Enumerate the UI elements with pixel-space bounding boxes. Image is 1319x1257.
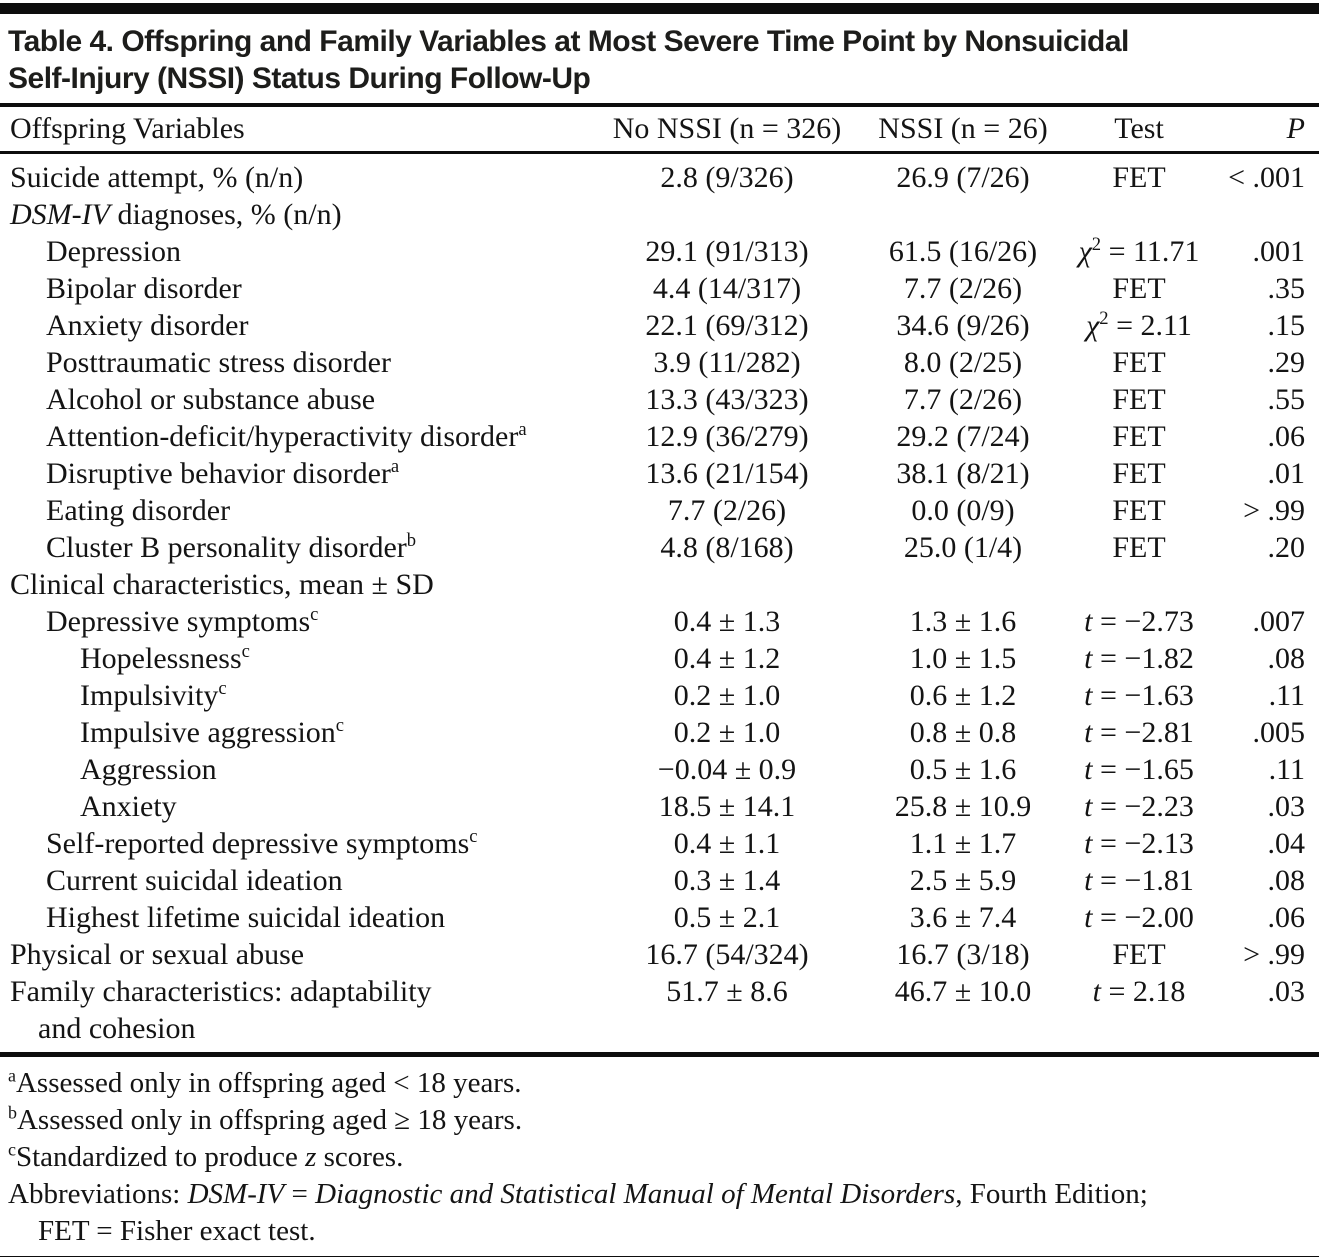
table-row [0,344,1319,381]
row-label: Alcohol or substance abuse [46,383,376,416]
table-row [0,529,1319,566]
table-row [0,714,1319,751]
cell-no-nssi: 0.3 ± 1.4 [673,864,781,897]
cell-p-value: .35 [1267,272,1305,305]
cell-nssi: 38.1 (8/21) [896,457,1030,490]
cell-test: t = −2.13 [1084,827,1194,860]
table-row [0,640,1319,677]
cell-p-value: .001 [1252,235,1305,268]
cell-p-value: .11 [1268,753,1305,786]
table-row [0,899,1319,936]
cell-test: t = 2.18 [1092,975,1186,1008]
cell-no-nssi: 12.9 (36/279) [645,420,809,453]
cell-nssi: 8.0 (2/25) [903,346,1023,379]
cell-test: t = −2.00 [1084,901,1194,934]
cell-test: $\chi^2 = 11.71$ [1078,234,1200,268]
row-label: Physical or sexual abuse [10,938,305,971]
footnote-line: $^c$Standardized to produce z scores. [8,1139,404,1173]
cell-no-nssi: 0.4 ± 1.1 [673,827,781,860]
cell-test: FET [1112,383,1166,416]
row-label-continuation: and cohesion [38,1012,196,1045]
table-row [0,455,1319,492]
table-row [0,973,1319,1047]
col-header-test: Test [1114,112,1164,145]
cell-test: $\chi^2 = 2.11$ [1086,308,1192,342]
cell-p-value: .08 [1267,642,1305,675]
cell-p-value: .06 [1267,901,1305,934]
cell-test: t = −2.23 [1084,790,1194,823]
cell-no-nssi: 51.7 ± 8.6 [666,975,788,1008]
table-title-line-2: Self-Injury (NSSI) Status During Follow-Up [8,62,591,95]
cell-no-nssi: 3.9 (11/282) [653,346,801,379]
table-row [0,196,1319,233]
col-header-offspring-variables: Offspring Variables [10,112,245,145]
cell-p-value: .03 [1267,975,1305,1008]
cell-no-nssi: 7.7 (2/26) [667,494,787,527]
row-label: DSM-IV diagnoses, % (n/n) [10,198,342,231]
cell-test: FET [1112,494,1166,527]
table-header-row [0,107,1319,151]
cell-test: t = −2.73 [1084,605,1194,638]
row-label: Attention-deficit/hyperactivity disorder$^a$ [46,419,527,453]
cell-no-nssi: 13.3 (43/323) [645,383,809,416]
table-body [0,159,1319,1047]
footnote-line: $^b$Assessed only in offspring aged ≥ 18 years. [8,1102,523,1136]
cell-nssi: 25.0 (1/4) [903,531,1023,564]
cell-no-nssi: 2.8 (9/326) [660,161,794,194]
cell-test: FET [1112,161,1166,194]
col-header-p-value: P [1286,112,1305,145]
cell-p-value: < .001 [1228,161,1305,194]
table-row [0,381,1319,418]
row-label: Family characteristics: adaptability and cohesion [8,973,591,1047]
cell-nssi: 0.0 (0/9) [911,494,1015,527]
table-row [0,233,1319,270]
cell-test: FET [1112,346,1166,379]
cell-nssi: 26.9 (7/26) [896,161,1030,194]
table-row [0,825,1319,862]
cell-nssi: 1.3 ± 1.6 [909,605,1017,638]
row-label: Suicide attempt, % (n/n) [10,161,304,194]
cell-test: FET [1112,938,1166,971]
cell-test: t = −1.65 [1084,753,1194,786]
table-row [0,751,1319,788]
cell-no-nssi: 0.5 ± 2.1 [673,901,781,934]
cell-nssi: 7.7 (2/26) [903,272,1023,305]
cell-nssi: 2.5 ± 5.9 [909,864,1017,897]
footnote-line: $^a$Assessed only in offspring aged < 18 years. [8,1065,522,1099]
row-label: Disruptive behavior disorder$^a$ [46,456,400,490]
row-label: Bipolar disorder [46,272,242,305]
cell-no-nssi: 4.4 (14/317) [652,272,802,305]
table-row [0,936,1319,973]
cell-p-value: .04 [1267,827,1305,860]
cell-p-value: .03 [1267,790,1305,823]
cell-test: t = −1.81 [1084,864,1194,897]
cell-p-value: > .99 [1243,938,1305,971]
footnote-divider-rule [0,1052,1319,1057]
col-header-no-nssi: No NSSI (n = 326) [612,112,842,145]
cell-test: t = −1.63 [1084,679,1194,712]
cell-nssi: 29.2 (7/24) [896,420,1030,453]
cell-nssi: 0.6 ± 1.2 [909,679,1017,712]
row-label: Anxiety disorder [46,309,249,342]
cell-p-value: .15 [1267,309,1305,342]
row-label: Highest lifetime suicidal ideation [46,901,446,934]
table-row [0,566,1319,603]
row-label: Eating disorder [46,494,231,527]
cell-no-nssi: 22.1 (69/312) [645,309,809,342]
col-header-nssi: NSSI (n = 26) [878,112,1048,145]
row-label: Clinical characteristics, mean ± SD [10,568,434,601]
cell-nssi: 46.7 ± 10.0 [894,975,1032,1008]
cell-p-value: > .99 [1243,494,1305,527]
cell-p-value: .005 [1252,716,1305,749]
row-label: Depressive symptoms$^c$ [46,604,319,638]
cell-no-nssi: 0.4 ± 1.3 [673,605,781,638]
table-title-line-1: Table 4. Offspring and Family Variables at Most Severe Time Point by Nonsuicidal [8,25,1129,58]
cell-no-nssi: 4.8 (8/168) [660,531,794,564]
header-divider-rule [0,151,1319,154]
row-label: Depression [46,235,181,268]
table-title [8,23,1311,97]
cell-p-value: .11 [1268,679,1305,712]
table-row [0,677,1319,714]
cell-p-value: .007 [1252,605,1305,638]
cell-no-nssi: 0.4 ± 1.2 [673,642,781,675]
row-label: Cluster B personality disorder$^b$ [46,530,417,564]
cell-test: t = −2.81 [1084,716,1194,749]
row-label: Impulsive aggression$^c$ [80,715,345,749]
table-row [0,862,1319,899]
cell-p-value: .29 [1267,346,1305,379]
footnote-line: Abbreviations: DSM-IV = Diagnostic and Statistical Manual of Mental Disorders, Fourth Edition; [8,1178,1148,1210]
row-label: Current suicidal ideation [46,864,343,897]
table-row [0,307,1319,344]
footnotes [0,1065,1319,1250]
cell-no-nssi: 0.2 ± 1.0 [673,679,781,712]
cell-nssi: 0.8 ± 0.8 [909,716,1017,749]
cell-test: FET [1112,531,1166,564]
cell-no-nssi: 29.1 (91/313) [645,235,809,268]
cell-no-nssi: 18.5 ± 14.1 [658,790,796,823]
cell-nssi: 1.0 ± 1.5 [909,642,1017,675]
cell-no-nssi: 13.6 (21/154) [645,457,809,490]
cell-no-nssi: 16.7 (54/324) [645,938,809,971]
cell-no-nssi: −0.04 ± 0.9 [657,753,797,786]
cell-p-value: .55 [1267,383,1305,416]
cell-p-value: .01 [1267,457,1305,490]
cell-test: FET [1112,420,1166,453]
table-row [0,270,1319,307]
cell-nssi: 3.6 ± 7.4 [909,901,1017,934]
cell-nssi: 16.7 (3/18) [896,938,1030,971]
cell-nssi: 0.5 ± 1.6 [909,753,1017,786]
row-label: Impulsivity$^c$ [80,678,227,712]
cell-nssi: 25.8 ± 10.9 [894,790,1032,823]
cell-test: FET [1112,272,1166,305]
cell-test: t = −1.82 [1084,642,1194,675]
cell-p-value: .06 [1267,420,1305,453]
cell-p-value: .08 [1267,864,1305,897]
row-label: Aggression [80,753,217,786]
table-row [0,788,1319,825]
footnote-line: FET = Fisher exact test. [38,1215,316,1247]
row-label: Posttraumatic stress disorder [46,346,391,379]
cell-p-value: .20 [1267,531,1305,564]
top-rule [0,3,1319,14]
table-row [0,418,1319,455]
cell-nssi: 34.6 (9/26) [896,309,1030,342]
cell-no-nssi: 0.2 ± 1.0 [673,716,781,749]
table-row [0,603,1319,640]
table-row [0,492,1319,529]
row-label: Hopelessness$^c$ [80,641,250,675]
cell-nssi: 61.5 (16/26) [888,235,1038,268]
cell-nssi: 7.7 (2/26) [903,383,1023,416]
row-label: Anxiety [80,790,177,823]
cell-test: FET [1112,457,1166,490]
table-row [0,159,1319,196]
cell-nssi: 1.1 ± 1.7 [909,827,1017,860]
row-label: Self-reported depressive symptoms$^c$ [46,826,478,860]
